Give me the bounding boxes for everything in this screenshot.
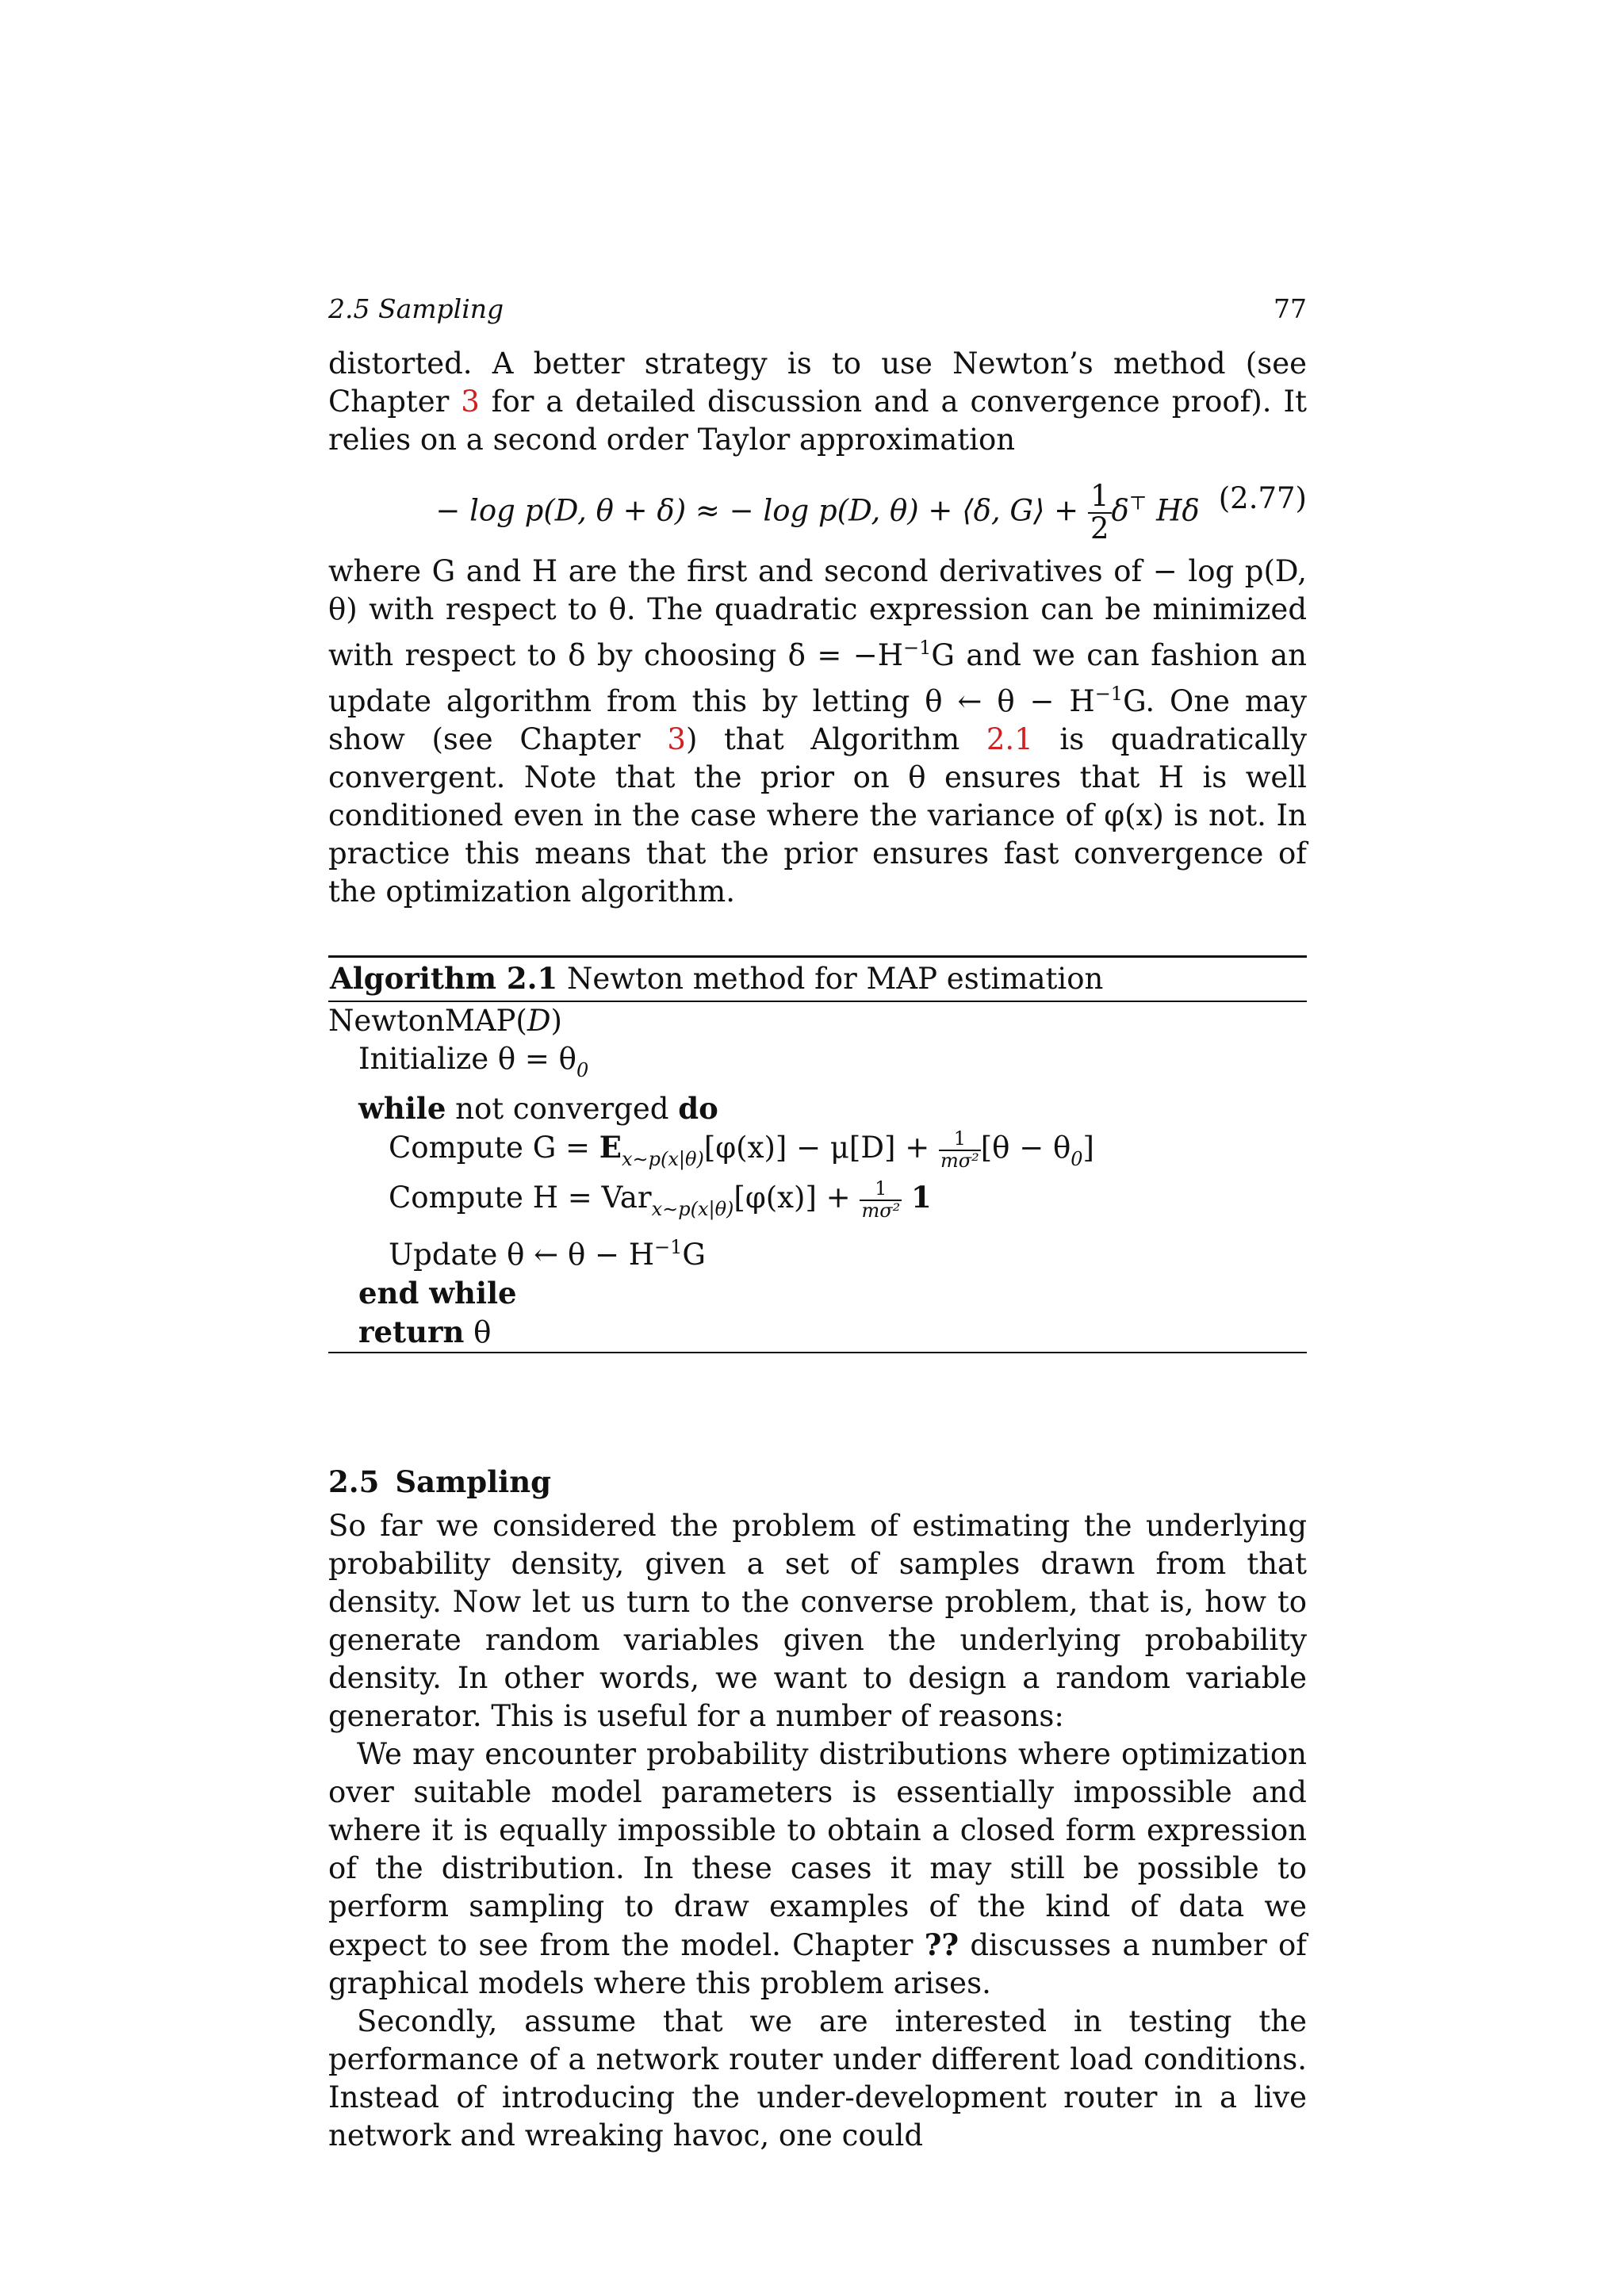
algorithm-box <box>328 955 1307 1353</box>
unresolved-chapter-ref: ?? <box>924 1927 959 1962</box>
sampling-intro-paragraph: So far we considered the problem of estimating the underlying probability density, given a set of samples drawn from that density. Now let us turn to the converse problem, that is, how to generate random variables given the underlying probability density. In other words, we want to design a random variable generator. This is useful for a number of reasons: <box>328 1509 1307 1733</box>
algorithm-line-end-while: end while <box>358 1276 517 1311</box>
chapter-ref-link[interactable]: 3 <box>667 722 686 756</box>
equation-number: (2.77) <box>1218 481 1307 515</box>
chapter-ref-link[interactable]: 3 <box>461 385 480 419</box>
algorithm-line-init: Initialize $\theta = \theta_0$ <box>358 1042 589 1081</box>
algorithm-line-compute-g: Compute $G = E_{x\sim p(x|\theta)}[\varphi(x)] - \mu[D]$ + $\frac{1}{\text{mσ²}}$ $[\theta - \theta_0]$ <box>389 1127 1094 1172</box>
algorithm-line-while: while not converged do <box>358 1091 718 1126</box>
algorithm-line-fn: NewtonMAP(D) <box>328 1004 562 1038</box>
sampling-paragraph-3: Secondly, assume that we are interested in testing the performance of a network router under different load conditions. Instead of introducing the under-development router in a live network and wreaking havoc, one could <box>328 2004 1307 2152</box>
newton-paragraph: where G and H are the first and second derivatives of − log p(D, θ) with respect to θ. The quadratic expression can be minimized with respect to δ by choosing $\delta = -H^{-1}G$ and we can fashion an update algorithm from this by letting θ ← $\theta - H^{-1}G$. One may show (see Chapter 3) that Algorithm 2.1 is quadratically convergent. Note that the prior on θ ensures that H is well conditioned even in the case where the variance of φ(x) is not. In practice this means that the prior ensures fast convergence of the optimization algorithm. <box>328 554 1308 909</box>
running-header-section: 2.5 Sampling <box>328 293 504 324</box>
sampling-paragraph-2: We may encounter probability distributions where optimization over suitable model parameters is essentially impossible and where it is equally impossible to obtain a closed form expression of the distribution. In these cases it may still be possible to perform sampling to draw examples of the kind of data we expect to see from the model. Chapter ?? discusses a number of graphical models where this problem arises. <box>328 1737 1307 2000</box>
algorithm-caption <box>328 958 1307 1002</box>
equation-2-77 <box>328 465 1307 545</box>
algorithm-line-return: return θ <box>358 1314 492 1349</box>
page-number: 77 <box>1274 293 1307 324</box>
equation-expression: − log p(D, θ + δ) ≈ − log p(D, θ) + ⟨δ, G⟩ + $\frac{1}{2}$ δ⊤ Hδ <box>435 479 1200 545</box>
page-content <box>328 293 1307 2155</box>
section-heading: 2.5 Sampling <box>328 1464 551 1499</box>
running-header <box>328 293 1307 324</box>
algorithm-line-update: Update θ ← $\theta - H^{-1}G$ <box>389 1236 706 1272</box>
algorithm-title: Newton method for MAP estimation <box>567 962 1104 996</box>
algorithm-line-compute-h: Compute H = Var$_{x\sim p(x|\theta)}$[φ(x)] + $\frac{1}{\text{mσ²}}$ 1 <box>389 1177 932 1222</box>
algorithm-label: Algorithm 2.1 <box>330 961 558 996</box>
algorithm-ref-link[interactable]: 2.1 <box>986 722 1033 756</box>
intro-paragraph: distorted. A better strategy is to use Newton’s method (see Chapter 3 for a detailed discussion and a convergence proof). It relies on a second order Taylor approximation <box>328 346 1307 457</box>
